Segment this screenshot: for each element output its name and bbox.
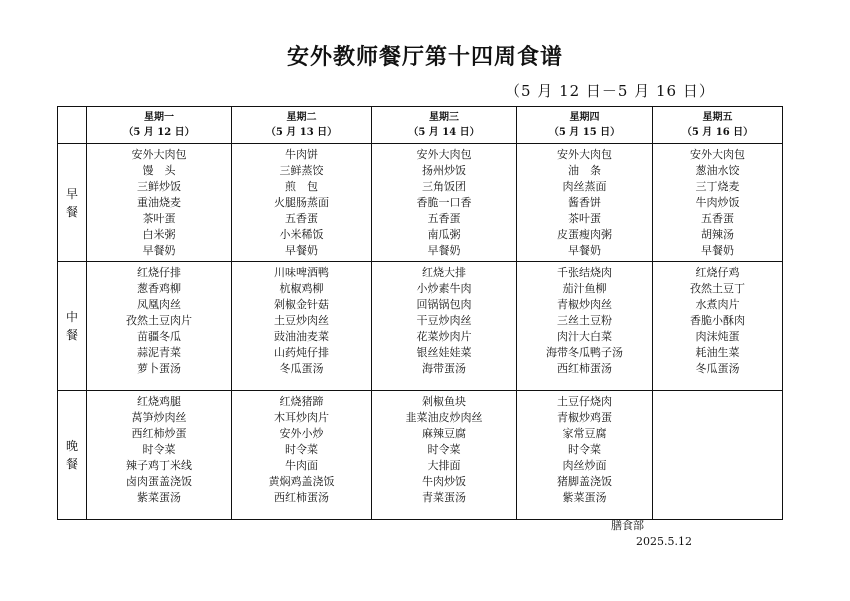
dish-item: 紫菜蛋汤 bbox=[562, 491, 607, 504]
dish-item: 扬州炒饭 bbox=[422, 164, 466, 177]
menu-cell-tue bbox=[232, 262, 372, 391]
dish-item: 水煮肉片 bbox=[695, 298, 740, 311]
day-name: 星期二 bbox=[286, 112, 317, 123]
dish-item: 川味啤酒鸭 bbox=[274, 266, 329, 279]
dish-item: 馒 头 bbox=[142, 164, 176, 177]
day-date: （5 月 16 日） bbox=[681, 127, 754, 138]
menu-cell-tue bbox=[232, 391, 372, 520]
dish-item: 青椒炒肉丝 bbox=[557, 298, 612, 311]
meal-label-char: 餐 bbox=[65, 204, 78, 219]
menu-cell-wed bbox=[372, 262, 517, 391]
day-header-thu bbox=[517, 107, 653, 144]
dish-item: 山药炖仔排 bbox=[274, 346, 329, 359]
dish-item: 剁椒金针菇 bbox=[274, 298, 329, 311]
dish-item: 安外小炒 bbox=[279, 427, 324, 440]
menu-cell-thu bbox=[517, 144, 653, 262]
day-name: 星期五 bbox=[702, 112, 733, 123]
dish-item: 茄汁鱼柳 bbox=[562, 282, 607, 295]
dish-item: 香脆小酥肉 bbox=[690, 314, 745, 327]
menu-cell-fri bbox=[653, 144, 783, 262]
day-header-fri bbox=[653, 107, 783, 144]
dish-item: 三丁烧麦 bbox=[695, 180, 740, 193]
dish-item: 时令菜 bbox=[427, 443, 461, 456]
dish-item: 孜然土豆丁 bbox=[690, 282, 745, 295]
dish-item: 剁椒鱼块 bbox=[422, 395, 466, 408]
dish-item: 土豆仔烧肉 bbox=[557, 395, 612, 408]
dish-item: 麻辣豆腐 bbox=[422, 427, 466, 440]
meal-label bbox=[58, 144, 87, 262]
dish-item: 千张结烧肉 bbox=[557, 266, 612, 279]
dish-item: 皮蛋瘦肉粥 bbox=[557, 228, 612, 241]
page-title: 安外教师餐厅第十四周食谱 bbox=[286, 45, 563, 70]
header-row bbox=[58, 107, 783, 144]
dish-item: 红烧鸡腿 bbox=[137, 395, 181, 408]
department-signature: 膳食部 bbox=[611, 519, 644, 532]
dish-item: 时令菜 bbox=[142, 443, 176, 456]
menu-cell-thu bbox=[517, 262, 653, 391]
dish-item: 早餐奶 bbox=[427, 244, 461, 257]
dish-item: 银丝娃娃菜 bbox=[416, 346, 472, 359]
dish-item: 辣子鸡丁米线 bbox=[126, 459, 192, 472]
meal-label-char: 早 bbox=[65, 186, 78, 201]
dish-item: 青椒炒鸡蛋 bbox=[557, 411, 612, 424]
dish-item: 豉油油麦菜 bbox=[274, 330, 329, 343]
dish-item: 胡辣汤 bbox=[701, 228, 734, 241]
menu-table bbox=[57, 106, 783, 520]
dish-item: 三丝土豆粉 bbox=[557, 314, 612, 327]
day-header-mon bbox=[87, 107, 232, 144]
dish-item: 酱香饼 bbox=[568, 196, 601, 209]
dish-item: 时令菜 bbox=[285, 443, 318, 456]
dish-item: 肉丝蒸面 bbox=[562, 180, 607, 193]
dish-item: 油 条 bbox=[568, 164, 601, 177]
dish-item: 牛肉炒饭 bbox=[695, 196, 740, 209]
dish-item: 煎 包 bbox=[285, 180, 318, 193]
dish-item: 安外大肉包 bbox=[131, 148, 187, 161]
menu-cell-wed bbox=[372, 144, 517, 262]
dish-item: 牛肉面 bbox=[285, 459, 318, 472]
dish-item: 火腿肠蒸面 bbox=[274, 196, 329, 209]
dish-item: 小炒素牛肉 bbox=[416, 282, 472, 295]
dish-item: 海带蛋汤 bbox=[422, 362, 466, 375]
dish-item: 木耳炒肉片 bbox=[274, 411, 329, 424]
dish-item: 五香蛋 bbox=[701, 212, 734, 225]
dish-item: 肉沫炖蛋 bbox=[695, 330, 740, 343]
dish-item: 五香蛋 bbox=[285, 212, 318, 225]
dish-item: 早餐奶 bbox=[568, 244, 601, 257]
dish-item: 茶叶蛋 bbox=[568, 212, 601, 225]
meal-label bbox=[58, 391, 87, 520]
dish-item: 茶叶蛋 bbox=[142, 212, 176, 225]
dish-item: 南瓜粥 bbox=[427, 228, 461, 241]
day-header-wed bbox=[372, 107, 517, 144]
dish-item: 葱油水饺 bbox=[695, 164, 740, 177]
issue-date: 2025.5.12 bbox=[636, 535, 692, 548]
dish-item: 早餐奶 bbox=[285, 244, 318, 257]
dish-item: 海带冬瓜鸭子汤 bbox=[546, 346, 623, 359]
dish-item: 凤凰肉丝 bbox=[137, 298, 181, 311]
dish-item: 冬瓜蛋汤 bbox=[279, 362, 324, 375]
dish-item: 杭椒鸡柳 bbox=[279, 282, 324, 295]
dish-item: 孜然土豆肉片 bbox=[126, 314, 192, 327]
dish-item: 红烧仔鸡 bbox=[695, 266, 740, 279]
meal-label-char: 晚 bbox=[65, 439, 78, 453]
dish-item: 紫菜蛋汤 bbox=[137, 491, 181, 504]
day-header-tue bbox=[232, 107, 372, 144]
dish-item: 干豆炒肉丝 bbox=[416, 314, 472, 327]
dish-item: 牛肉饼 bbox=[285, 148, 318, 161]
dish-item: 黄焖鸡盖浇饭 bbox=[268, 475, 335, 488]
day-name: 星期一 bbox=[144, 112, 174, 123]
dish-item: 西红柿蛋汤 bbox=[274, 491, 329, 504]
day-name: 星期三 bbox=[429, 112, 459, 123]
day-date: （5 月 15 日） bbox=[548, 127, 621, 138]
dish-item: 大排面 bbox=[427, 459, 461, 472]
menu-cell-mon bbox=[87, 144, 232, 262]
menu-cell-fri bbox=[653, 391, 783, 520]
dish-item: 香脆一口香 bbox=[416, 196, 472, 209]
dish-item: 猪脚盖浇饭 bbox=[557, 475, 612, 488]
dish-item: 红烧仔排 bbox=[137, 266, 181, 279]
meal-label-char: 中 bbox=[65, 310, 78, 324]
lunch-row bbox=[58, 262, 783, 391]
dish-item: 莴笋炒肉丝 bbox=[131, 411, 187, 424]
dish-item: 早餐奶 bbox=[142, 244, 176, 257]
dish-item: 三角饭团 bbox=[422, 180, 466, 193]
dish-item: 冬瓜蛋汤 bbox=[695, 362, 740, 375]
dinner-row bbox=[58, 391, 783, 520]
dish-item: 青菜蛋汤 bbox=[422, 491, 466, 504]
dish-item: 早餐奶 bbox=[701, 244, 734, 257]
menu-cell-mon bbox=[87, 391, 232, 520]
dish-item: 安外大肉包 bbox=[557, 148, 612, 161]
dish-item: 家常豆腐 bbox=[562, 427, 607, 440]
dish-item: 苗疆冬瓜 bbox=[137, 330, 181, 343]
dish-item: 肉汁大白菜 bbox=[557, 330, 612, 343]
dish-item: 韭菜油皮炒肉丝 bbox=[405, 411, 483, 424]
meal-label-char: 餐 bbox=[65, 457, 78, 471]
dish-item: 安外大肉包 bbox=[690, 148, 745, 161]
dish-item: 三鲜蒸饺 bbox=[279, 164, 324, 177]
dish-item: 安外大肉包 bbox=[416, 148, 472, 161]
dish-item: 卤肉蛋盖浇饭 bbox=[126, 475, 192, 488]
dish-item: 花菜炒肉片 bbox=[416, 330, 472, 343]
menu-cell-fri bbox=[653, 262, 783, 391]
dish-item: 西红柿蛋汤 bbox=[557, 362, 612, 375]
menu-cell-wed bbox=[372, 391, 517, 520]
dish-item: 肉丝炒面 bbox=[562, 459, 607, 472]
menu-cell-thu bbox=[517, 391, 653, 520]
corner-cell bbox=[58, 107, 87, 144]
date-range: （5 月 12 日－5 月 16 日） bbox=[505, 82, 715, 100]
meal-label-char: 餐 bbox=[65, 328, 78, 342]
dish-item: 五香蛋 bbox=[427, 212, 461, 225]
dish-item: 红烧猪蹄 bbox=[279, 395, 324, 408]
dish-item: 回锅锅包肉 bbox=[416, 298, 472, 311]
day-date: （5 月 12 日） bbox=[123, 127, 195, 138]
dish-item: 红烧大排 bbox=[422, 266, 466, 279]
day-date: （5 月 14 日） bbox=[408, 127, 480, 138]
menu-cell-tue bbox=[232, 144, 372, 262]
dish-item: 蒜泥青菜 bbox=[137, 346, 181, 359]
dish-item: 葱香鸡柳 bbox=[137, 282, 181, 295]
dish-item: 萝卜蛋汤 bbox=[137, 362, 181, 375]
breakfast-row bbox=[58, 144, 783, 262]
dish-item: 重油烧麦 bbox=[137, 196, 181, 209]
menu-cell-mon bbox=[87, 262, 232, 391]
dish-item: 土豆炒肉丝 bbox=[274, 314, 329, 327]
dish-item: 时令菜 bbox=[568, 443, 601, 456]
day-date: （5 月 13 日） bbox=[265, 127, 338, 138]
dish-item: 牛肉炒饭 bbox=[422, 475, 466, 488]
dish-item: 白米粥 bbox=[142, 228, 176, 241]
day-name: 星期四 bbox=[569, 112, 600, 123]
meal-label bbox=[58, 262, 87, 391]
dish-item: 西红柿炒蛋 bbox=[131, 427, 187, 440]
dish-item: 耗油生菜 bbox=[695, 346, 740, 359]
dish-item: 小米稀饭 bbox=[279, 228, 324, 241]
dish-item: 三鲜炒饭 bbox=[137, 180, 181, 193]
